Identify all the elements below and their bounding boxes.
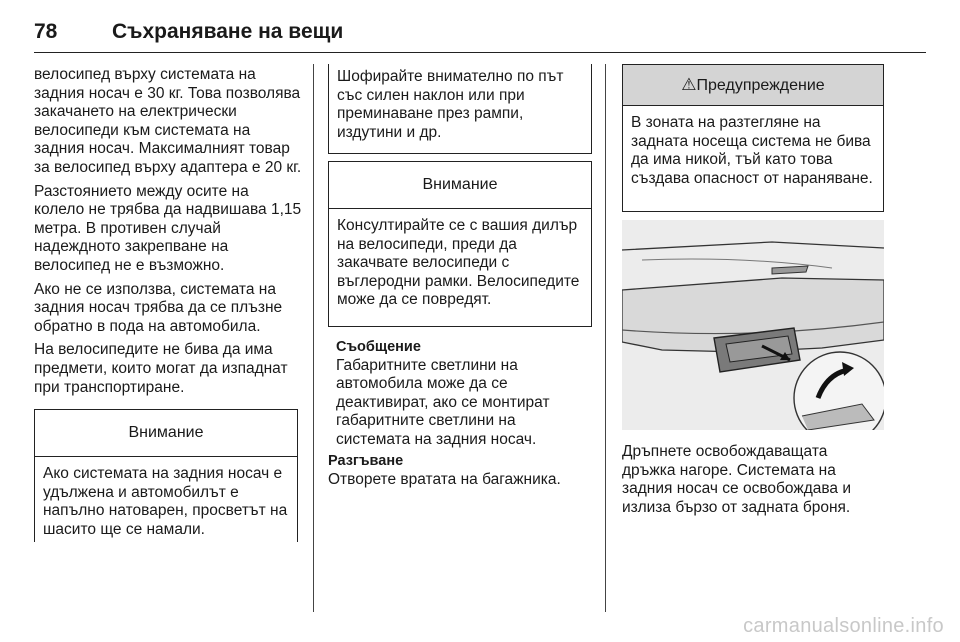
header-divider (34, 52, 926, 53)
paragraph: На велосипедите не бива да има предмети, които могат да изпаднат при транспортиране. (34, 341, 288, 396)
warning-heading: Предупреждение (696, 77, 825, 94)
watermark: carmanualsonline.info (743, 615, 944, 637)
note-body: Габаритните светлини на автомобила може да се деактивират, ако се монтират габаритните светлини на системата на задния носач. (336, 356, 550, 448)
caution-body: Ако системата на задния носач е удължена и автомобилът е напълно натоварен, просветът на шасито ще се намали. (43, 465, 288, 538)
continued-caution-box (328, 64, 592, 154)
warning-triangle-icon: ⚠ (681, 75, 697, 94)
section-body: Отворете вратата на багажника. (328, 470, 561, 488)
paragraph: велосипед върху системата на задния носач е 30 кг. Това позволява закачането на електрически велосипеди към системата на задния носач. Максималният товар за велосипед върху адаптера е 20 кг. (34, 66, 302, 176)
note-block (336, 338, 592, 450)
left-column-text (34, 66, 302, 402)
warning-body: В зоната на разтегляне на задната носеща система не бива да има никой, тъй като това създава опасност от нараняване. (631, 114, 873, 187)
rear-carrier-release-handle-illustration (622, 220, 884, 430)
page-number: 78 (34, 20, 58, 43)
section-block (328, 452, 592, 489)
caution-heading: Внимание (329, 162, 591, 209)
column-divider-left (313, 64, 314, 612)
right-column-text (622, 443, 884, 517)
caution-box (328, 161, 592, 327)
caution-body: Консултирайте се с вашия дилър на велосипеди, преди да закачвате велосипеди с въглеродни рамки. Велосипедите може да се повредят. (337, 217, 580, 309)
section-heading: Разгъване (328, 453, 404, 469)
note-heading: Съобщение (336, 339, 421, 355)
continued-caution-body: Шофирайте внимателно по път със силен наклон или при преминаване през рампи, издутини и др. (337, 68, 564, 141)
caution-box (34, 409, 298, 542)
paragraph: Разстоянието между осите на колело не трябва да надвишава 1,15 метра. В противен случай надеждното закрепване на велосипед не е възможно. (34, 182, 302, 274)
paragraph: Ако не се използва, системата на задния носач трябва да се плъзне обратно в пода на автомобила. (34, 280, 283, 335)
warning-box (622, 64, 884, 212)
warning-heading-bar (623, 65, 883, 106)
column-divider-right (605, 64, 606, 612)
instruction-text: Дръпнете освобождаващата дръжка нагоре. Системата на задния носач се освобождава и излиза бързо от задната броня. (622, 443, 852, 516)
page-title: Съхраняване на вещи (112, 20, 344, 43)
caution-heading: Внимание (35, 410, 297, 457)
